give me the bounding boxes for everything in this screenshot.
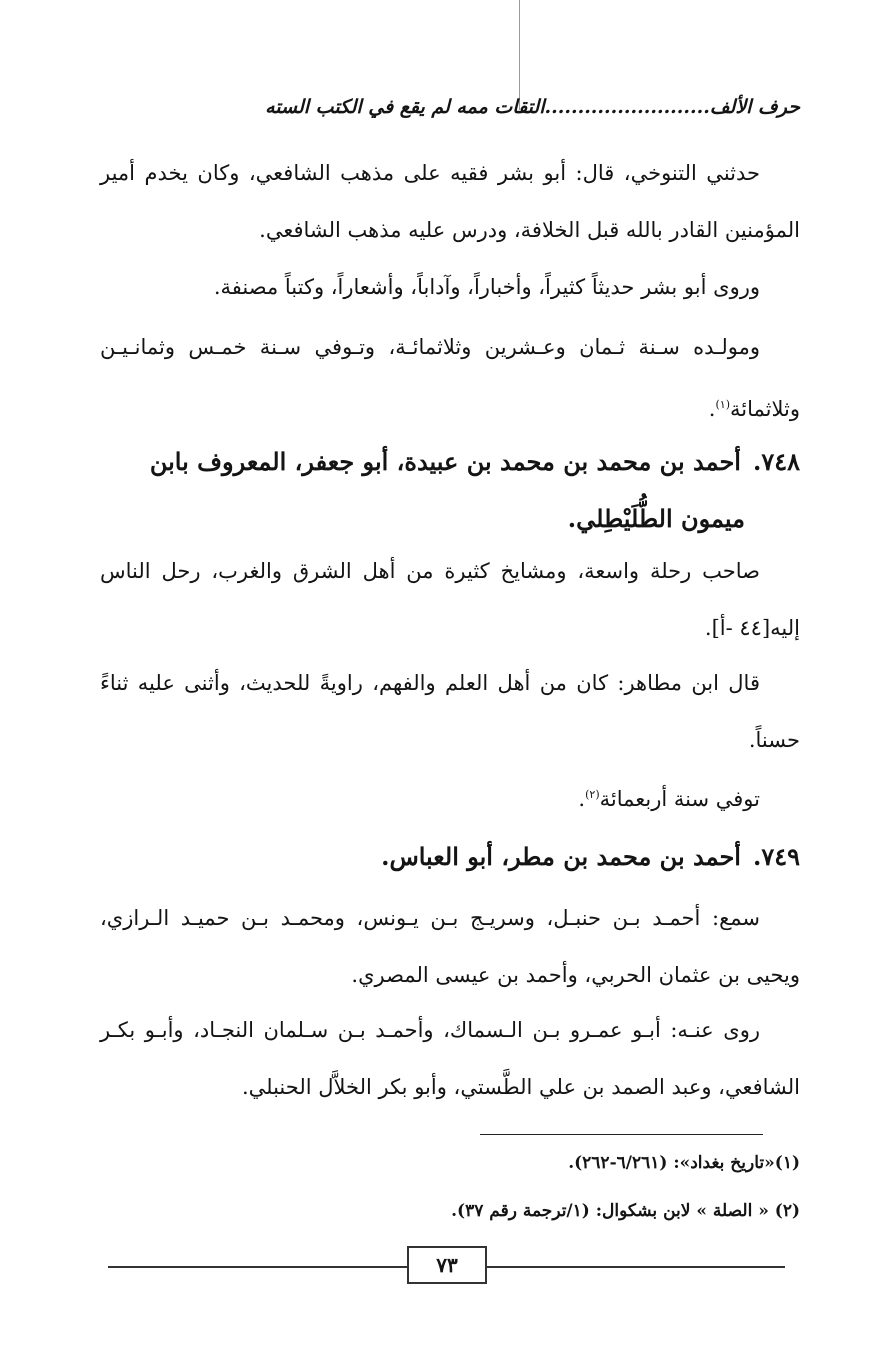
binding-gutter-line — [519, 0, 520, 110]
entry-heading-748 — [100, 433, 800, 547]
bottom-rule-left — [108, 1266, 407, 1268]
entry-number: ٧٤٩. — [752, 842, 800, 871]
entry-number: ٧٤٨. — [752, 447, 800, 476]
page-number: ٧٣ — [407, 1246, 487, 1284]
footnote-1: (١)«تاريخ بغداد»: (٦/٢٦١-٢٦٢). — [568, 1153, 800, 1173]
paragraph: صاحب رحلة واسعة، ومشايخ كثيرة من أهل الشرق والغرب، رحل الناس إليه[٤٤ -أ]. — [100, 559, 800, 640]
paragraph: روى عنـه: أبـو عمـرو بـن الـسماك، وأحمـد بـن سـلمان النجـاد، وأبـو بكـر الشافعي، وعبد الصمد بن علي الطَّستي، وأبو بكر الخلاَّل الحنبلي. — [100, 1018, 800, 1099]
running-header — [140, 96, 800, 126]
paragraph: قال ابن مطاهر: كان من أهل العلم والفهم، راويةً للحديث، وأثنى عليه ثناءً حسناً. — [100, 671, 800, 752]
bottom-rule-right — [487, 1266, 785, 1268]
footnote-ref: (٢) — [585, 788, 600, 801]
entry-title-continued: ميمون الطُّلَيْطِلي. — [567, 504, 745, 533]
header-dots: ......................... — [544, 96, 710, 118]
header-book-title: التقات ممه لم يقع في الكتب السته — [265, 96, 545, 118]
entry-title: أحمد بن محمد بن مطر، أبو العباس. — [381, 842, 741, 871]
entry-title: أحمد بن محمد بن محمد بن عبيدة، أبو جعفر، المعروف بابن — [149, 447, 741, 476]
entry-heading-749 — [100, 828, 800, 885]
paragraph: ومولـده سـنة ثـمان وعـشرين وثلاثمائـة، وتـوفي سـنة خمـس وثمانـيـن وثلاثمائة$^{(١)}$. — [100, 335, 800, 421]
header-chapter-title: حرف الألف — [709, 96, 800, 118]
footnote-separator — [480, 1134, 763, 1135]
paragraph: حدثني التنوخي، قال: أبو بشر فقيه على مذهب الشافعي، وكان يخدم أمير المؤمنين القادر بالله قبل الخلافة، ودرس عليه مذهب الشافعي. — [100, 161, 800, 242]
paragraph: سمع: أحمـد بـن حنبـل، وسريـج بـن يـونس، ومحمـد بـن حميـد الـرازي، ويحيى بن عثمان الحربي، وأحمد بن عيسى المصري. — [100, 906, 800, 987]
paragraph: وروى أبو بشر حديثاً كثيراً، وأخباراً، وآداباً، وأشعاراً، وكتباً مصنفة. — [213, 275, 760, 299]
paragraph: توفي سنة أربعمائة$^{(٢)}$. — [578, 787, 760, 811]
footnote-2: (٢) « الصلة » لابن بشكوال: (١/ترجمة رقم ٣٧). — [451, 1201, 800, 1221]
footnote-ref: (١) — [715, 398, 730, 411]
